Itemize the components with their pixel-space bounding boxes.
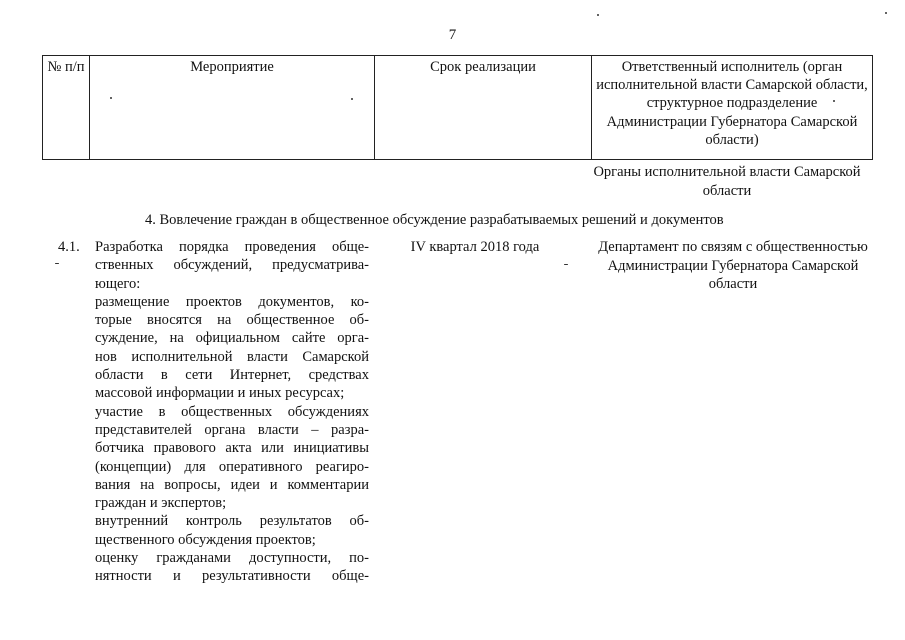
row-text-line: суждение, на официальном сайте орга- (95, 330, 369, 347)
row-text-line: внутренний контроль результатов об- (95, 513, 369, 530)
row-text-line: нятности и результативности обще- (95, 568, 369, 585)
row-period: IV квартал 2018 года (410, 239, 540, 255)
scan-speck (55, 263, 59, 264)
header-col-responsible: Ответственный исполнитель (орган исполнительной власти Самарской области, структурное подразделение Администрации Губернатора Самарской области) (592, 56, 873, 160)
scan-speck (597, 14, 599, 16)
row-text-line: торые вносятся на общественное об- (95, 312, 369, 329)
header-col-event: Мероприятие (90, 56, 375, 160)
row-text-line: вания на вопросы, идеи и комментарии (95, 476, 369, 493)
row-number: 4.1. (58, 239, 80, 255)
row-text-line: нов исполнительной власти Самарской (95, 348, 369, 365)
row-text-line: щественного обсуждения проектов; (95, 531, 316, 548)
header-table (42, 55, 873, 160)
row-text-line: ющего: (95, 275, 141, 292)
page-number: 7 (448, 27, 457, 43)
row-responsible: Департамент по связям с общественностью Администрации Губернатора Самарской области (598, 239, 868, 293)
row-text-line: Разработка порядка проведения обще- (95, 239, 369, 255)
responsible-note: Органы исполнительной власти Самарской области (593, 164, 861, 199)
row-text-line: ственных обсуждений, предусматрива- (95, 257, 369, 274)
row-text-line: ботчика правового акта или инициативы (95, 440, 369, 457)
header-col-number: № п/п (43, 56, 90, 160)
row-text-line: оценку гражданами доступности, по- (95, 550, 369, 567)
row-text-line: граждан и экспертов; (95, 495, 227, 512)
scan-speck (885, 12, 887, 14)
section-title: 4. Вовлечение граждан в общественное обсуждение разрабатываемых решений и документов (145, 212, 724, 228)
row-text-line: области в сети Интернет, средствах (95, 367, 369, 384)
row-text-line: участие в общественных обсуждениях (95, 403, 369, 420)
scan-speck (564, 264, 568, 265)
scan-speck (833, 100, 835, 102)
row-event-text (95, 238, 369, 586)
scan-speck (110, 97, 112, 99)
row-text-line: (концепции) для оперативного реагиро- (95, 458, 369, 475)
row-text-line: представителей органа власти – разра- (95, 421, 369, 438)
row-text-line: размещение проектов документов, ко- (95, 293, 369, 310)
header-col-period: Срок реализации (375, 56, 592, 160)
scan-speck (351, 98, 353, 100)
row-text-line: массовой информации и иных ресурсах; (95, 385, 345, 402)
